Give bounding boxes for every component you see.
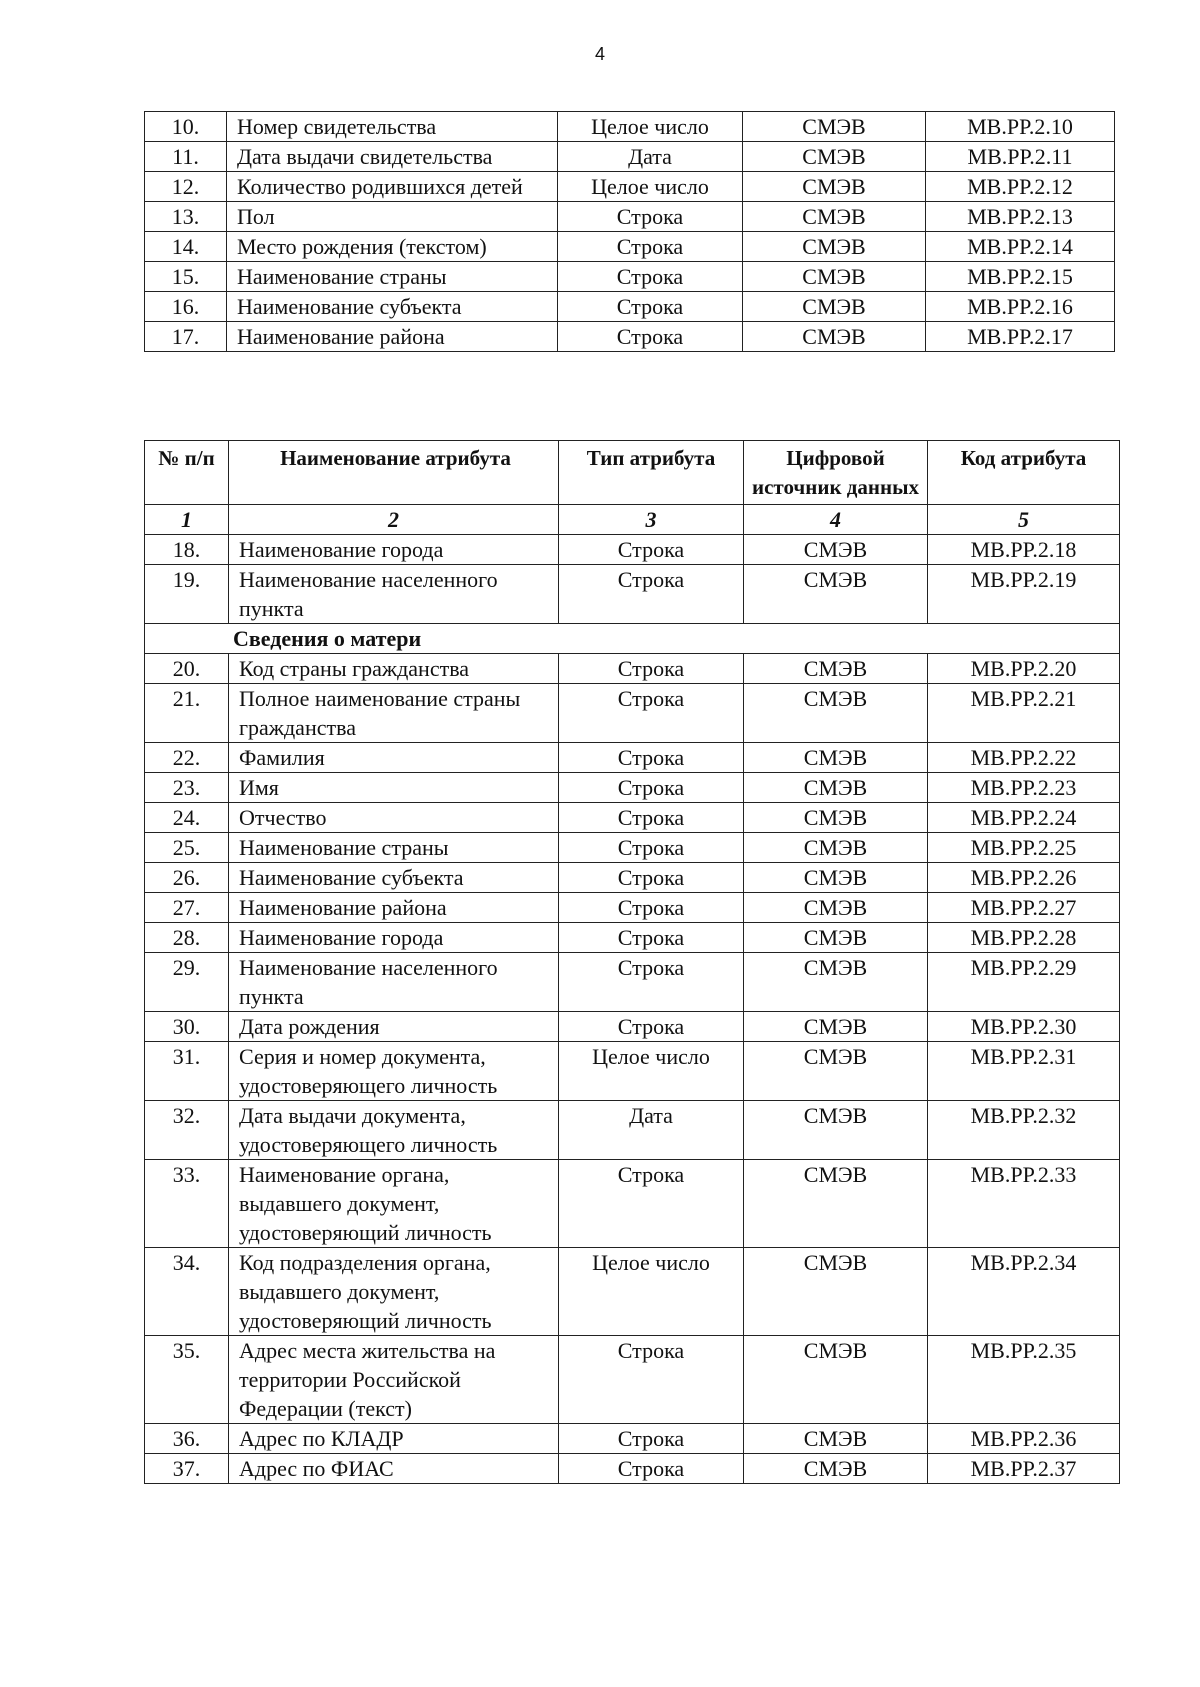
table-row: [145, 863, 1120, 893]
cell-num: 12.: [145, 172, 227, 202]
cell-code: MB.PP.2.31: [928, 1042, 1120, 1101]
cell-num: 27.: [145, 893, 229, 923]
cell-type: Строка: [559, 654, 744, 684]
cell-num: 33.: [145, 1160, 229, 1248]
cell-source: СМЭВ: [744, 1160, 928, 1248]
table-row: [145, 322, 1115, 352]
cell-name: Наименование субъекта: [229, 863, 559, 893]
cell-type: Дата: [558, 142, 743, 172]
cell-code: MB.PP.2.28: [928, 923, 1120, 953]
table-row: [145, 773, 1120, 803]
cell-type: Строка: [559, 773, 744, 803]
cell-num: 16.: [145, 292, 227, 322]
cell-code: MB.PP.2.26: [928, 863, 1120, 893]
cell-num: 36.: [145, 1424, 229, 1454]
cell-code: MB.PP.2.35: [928, 1336, 1120, 1424]
cell-code: MB.PP.2.17: [926, 322, 1115, 352]
cell-type: Строка: [559, 893, 744, 923]
header-num: № п/п: [145, 441, 229, 505]
cell-code: MB.PP.2.16: [926, 292, 1115, 322]
cell-name: Дата выдачи свидетельства: [227, 142, 558, 172]
cell-num: 28.: [145, 923, 229, 953]
cell-source: СМЭВ: [744, 773, 928, 803]
table-row: [145, 1336, 1120, 1424]
section-row-group: [145, 624, 1120, 654]
cell-num: 19.: [145, 565, 229, 624]
cell-num: 11.: [145, 142, 227, 172]
column-number: 4: [744, 505, 928, 535]
cell-type: Строка: [558, 232, 743, 262]
table-row: [145, 1424, 1120, 1454]
table-row: [145, 833, 1120, 863]
cell-num: 15.: [145, 262, 227, 292]
cell-name: Наименование субъекта: [227, 292, 558, 322]
header-code: Код атрибута: [928, 441, 1120, 505]
table-row: [145, 202, 1115, 232]
cell-name: Фамилия: [229, 743, 559, 773]
table-row: [145, 292, 1115, 322]
cell-source: СМЭВ: [744, 654, 928, 684]
cell-source: СМЭВ: [744, 1454, 928, 1484]
cell-name: Полное наименование страны гражданства: [229, 684, 559, 743]
cell-num: 37.: [145, 1454, 229, 1484]
table-row: [145, 654, 1120, 684]
cell-source: СМЭВ: [744, 1336, 928, 1424]
section-row: [145, 624, 1120, 654]
cell-name: Пол: [227, 202, 558, 232]
cell-code: MB.PP.2.30: [928, 1012, 1120, 1042]
cell-num: 17.: [145, 322, 227, 352]
cell-source: СМЭВ: [744, 1042, 928, 1101]
cell-code: MB.PP.2.36: [928, 1424, 1120, 1454]
attributes-table-body-b: [145, 654, 1120, 1484]
table-row: [145, 262, 1115, 292]
cell-type: Строка: [559, 1160, 744, 1248]
table-row: [145, 893, 1120, 923]
section-title-mother: Сведения о матери: [145, 624, 1120, 654]
cell-code: MB.PP.2.21: [928, 684, 1120, 743]
cell-code: MB.PP.2.23: [928, 773, 1120, 803]
cell-code: MB.PP.2.27: [928, 893, 1120, 923]
column-number: 1: [145, 505, 229, 535]
cell-source: СМЭВ: [744, 803, 928, 833]
cell-source: СМЭВ: [743, 112, 926, 142]
cell-source: СМЭВ: [743, 322, 926, 352]
cell-num: 32.: [145, 1101, 229, 1160]
cell-type: Строка: [559, 1336, 744, 1424]
cell-name: Наименование страны: [229, 833, 559, 863]
cell-num: 22.: [145, 743, 229, 773]
column-number: 3: [559, 505, 744, 535]
cell-type: Строка: [558, 292, 743, 322]
cell-num: 18.: [145, 535, 229, 565]
cell-type: Целое число: [559, 1248, 744, 1336]
cell-num: 26.: [145, 863, 229, 893]
cell-code: MB.PP.2.12: [926, 172, 1115, 202]
cell-type: Строка: [559, 953, 744, 1012]
cell-type: Строка: [559, 863, 744, 893]
cell-num: 23.: [145, 773, 229, 803]
table-row: [145, 1101, 1120, 1160]
table-row: [145, 112, 1115, 142]
cell-source: СМЭВ: [744, 1248, 928, 1336]
cell-name: Адрес по ФИАС: [229, 1454, 559, 1484]
cell-source: СМЭВ: [744, 743, 928, 773]
cell-num: 10.: [145, 112, 227, 142]
table-row: [145, 1454, 1120, 1484]
cell-name: Номер свидетельства: [227, 112, 558, 142]
cell-code: MB.PP.2.25: [928, 833, 1120, 863]
column-numbers-row: [145, 505, 1120, 535]
cell-name: Адрес по КЛАДР: [229, 1424, 559, 1454]
cell-source: СМЭВ: [744, 953, 928, 1012]
cell-type: Строка: [559, 743, 744, 773]
table-row: [145, 953, 1120, 1012]
cell-code: MB.PP.2.14: [926, 232, 1115, 262]
cell-type: Строка: [559, 1012, 744, 1042]
cell-name: Наименование органа, выдавшего документ, удостоверяющий личность: [229, 1160, 559, 1248]
table-row: [145, 684, 1120, 743]
attributes-table-continued: [144, 111, 1115, 352]
attributes-table-continued-body: [145, 112, 1115, 352]
table-header-row: [145, 441, 1120, 505]
cell-num: 20.: [145, 654, 229, 684]
cell-type: Строка: [559, 535, 744, 565]
table-row: [145, 1160, 1120, 1248]
table-row: [145, 1012, 1120, 1042]
cell-type: Строка: [559, 1454, 744, 1484]
cell-code: MB.PP.2.37: [928, 1454, 1120, 1484]
cell-type: Строка: [558, 202, 743, 232]
cell-name: Код подразделения органа, выдавшего документ, удостоверяющий личность: [229, 1248, 559, 1336]
cell-source: СМЭВ: [744, 1424, 928, 1454]
cell-name: Наименование населенного пункта: [229, 953, 559, 1012]
cell-num: 24.: [145, 803, 229, 833]
cell-type: Строка: [559, 684, 744, 743]
cell-source: СМЭВ: [744, 1012, 928, 1042]
cell-type: Целое число: [559, 1042, 744, 1101]
cell-type: Целое число: [558, 112, 743, 142]
table-row: [145, 232, 1115, 262]
cell-source: СМЭВ: [743, 172, 926, 202]
cell-name: Адрес места жительства на территории Российской Федерации (текст): [229, 1336, 559, 1424]
attributes-table: [144, 440, 1120, 1484]
cell-type: Целое число: [558, 172, 743, 202]
cell-source: СМЭВ: [744, 1101, 928, 1160]
cell-name: Дата рождения: [229, 1012, 559, 1042]
cell-name: Наименование населенного пункта: [229, 565, 559, 624]
cell-type: Строка: [559, 803, 744, 833]
cell-name: Дата выдачи документа, удостоверяющего личность: [229, 1101, 559, 1160]
cell-code: MB.PP.2.20: [928, 654, 1120, 684]
cell-name: Наименование страны: [227, 262, 558, 292]
table-row: [145, 743, 1120, 773]
cell-code: MB.PP.2.15: [926, 262, 1115, 292]
cell-type: Строка: [558, 322, 743, 352]
cell-num: 14.: [145, 232, 227, 262]
cell-num: 31.: [145, 1042, 229, 1101]
cell-type: Строка: [559, 923, 744, 953]
cell-source: СМЭВ: [744, 863, 928, 893]
cell-name: Серия и номер документа, удостоверяющего личность: [229, 1042, 559, 1101]
cell-type: Строка: [559, 565, 744, 624]
table-row: [145, 172, 1115, 202]
cell-num: 34.: [145, 1248, 229, 1336]
cell-type: Строка: [559, 1424, 744, 1454]
cell-name: Наименование города: [229, 535, 559, 565]
cell-code: MB.PP.2.34: [928, 1248, 1120, 1336]
cell-source: СМЭВ: [743, 142, 926, 172]
cell-source: СМЭВ: [744, 684, 928, 743]
cell-code: MB.PP.2.32: [928, 1101, 1120, 1160]
table-row: [145, 565, 1120, 624]
header-type: Тип атрибута: [559, 441, 744, 505]
cell-source: СМЭВ: [743, 292, 926, 322]
table-row: [145, 803, 1120, 833]
page-number: 4: [594, 44, 605, 64]
cell-name: Наименование района: [229, 893, 559, 923]
cell-code: MB.PP.2.11: [926, 142, 1115, 172]
cell-code: MB.PP.2.18: [928, 535, 1120, 565]
cell-code: MB.PP.2.33: [928, 1160, 1120, 1248]
cell-code: MB.PP.2.10: [926, 112, 1115, 142]
column-number: 5: [928, 505, 1120, 535]
cell-num: 13.: [145, 202, 227, 232]
cell-num: 29.: [145, 953, 229, 1012]
cell-name: Наименование района: [227, 322, 558, 352]
cell-name: Код страны гражданства: [229, 654, 559, 684]
cell-source: СМЭВ: [743, 232, 926, 262]
cell-name: Наименование города: [229, 923, 559, 953]
table-row: [145, 1042, 1120, 1101]
cell-type: Строка: [559, 833, 744, 863]
header-source: Цифровой источник данных: [744, 441, 928, 505]
cell-source: СМЭВ: [744, 535, 928, 565]
cell-name: Отчество: [229, 803, 559, 833]
cell-type: Дата: [559, 1101, 744, 1160]
column-number: 2: [229, 505, 559, 535]
table-row: [145, 142, 1115, 172]
cell-source: СМЭВ: [744, 893, 928, 923]
cell-num: 30.: [145, 1012, 229, 1042]
cell-code: MB.PP.2.29: [928, 953, 1120, 1012]
table-row: [145, 1248, 1120, 1336]
cell-source: СМЭВ: [744, 923, 928, 953]
cell-code: MB.PP.2.24: [928, 803, 1120, 833]
cell-name: Имя: [229, 773, 559, 803]
cell-name: Количество родившихся детей: [227, 172, 558, 202]
cell-type: Строка: [558, 262, 743, 292]
cell-num: 21.: [145, 684, 229, 743]
attributes-table-body-a: [145, 535, 1120, 624]
cell-code: MB.PP.2.13: [926, 202, 1115, 232]
cell-name: Место рождения (текстом): [227, 232, 558, 262]
cell-source: СМЭВ: [743, 202, 926, 232]
cell-source: СМЭВ: [744, 565, 928, 624]
cell-num: 25.: [145, 833, 229, 863]
cell-code: MB.PP.2.19: [928, 565, 1120, 624]
cell-source: СМЭВ: [743, 262, 926, 292]
table-row: [145, 923, 1120, 953]
table-row: [145, 535, 1120, 565]
cell-source: СМЭВ: [744, 833, 928, 863]
header-name: Наименование атрибута: [229, 441, 559, 505]
cell-num: 35.: [145, 1336, 229, 1424]
cell-code: MB.PP.2.22: [928, 743, 1120, 773]
